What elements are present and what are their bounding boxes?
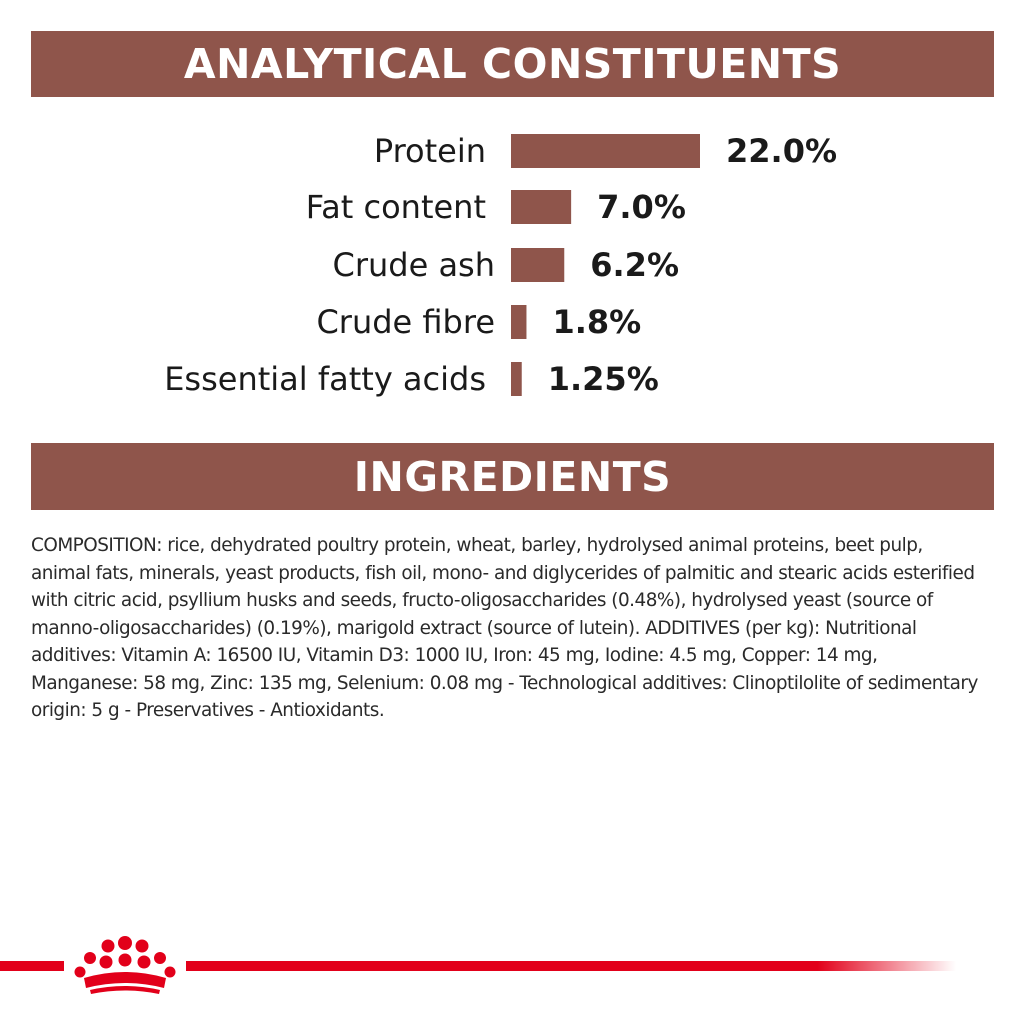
composition-text: COMPOSITION: rice, dehydrated poultry protein, wheat, barley, hydrolysed animal proteins, beet pulp, animal fats, minerals, yeast products, fish oil, mono- and diglycerides of palmitic and stearic acids esterified with citric acid, psyllium husks and seeds, fructo-oligosaccharides (0.48%), hydrolysed yeast (source of manno-oligosaccharides) (0.19%), marigold extract (source of lutein). ADDITIVES (per kg): Nutritional additives: Vitamin A: 16500 IU, Vitamin D3: 1000 IU, Iron: 45 mg, Iodine: 4.5 mg, Copper: 14 mg, Manganese: 58 mg, Zinc: 135 mg, Selenium: 0.08 mg - Technological additives: Clinoptilolite of sedimentary origin: 5 g - Preservatives - Antioxidants. — [31, 535, 978, 721]
royal-canin-crown-icon — [68, 936, 182, 996]
value-label-2: 6.2% — [590, 246, 680, 284]
category-label-2: Crude ash — [332, 246, 495, 284]
ingredients-banner — [31, 443, 994, 510]
bar-1 — [511, 190, 571, 224]
bar-0 — [511, 134, 700, 168]
category-label-1: Fat content — [305, 188, 486, 226]
analytical-constituents-chart — [0, 110, 1024, 410]
value-label-1: 7.0% — [597, 188, 686, 226]
category-label-3: Crude fibre — [316, 303, 495, 341]
brand-line-right — [186, 961, 956, 971]
bar-2 — [511, 248, 564, 282]
brand-line-left — [0, 961, 64, 971]
bar-3 — [511, 305, 526, 339]
value-label-3: 1.8% — [552, 303, 642, 341]
value-label-4: 1.25% — [547, 360, 659, 398]
category-label-4: Essential fatty acids — [164, 360, 486, 398]
category-label-0: Protein — [373, 132, 486, 170]
value-label-0: 22.0% — [726, 132, 838, 170]
ingredients-title: INGREDIENTS — [353, 452, 672, 501]
analytical-constituents-title: ANALYTICAL CONSTITUENTS — [183, 40, 842, 88]
analytical-constituents-banner — [31, 31, 994, 97]
bar-4 — [511, 362, 522, 396]
